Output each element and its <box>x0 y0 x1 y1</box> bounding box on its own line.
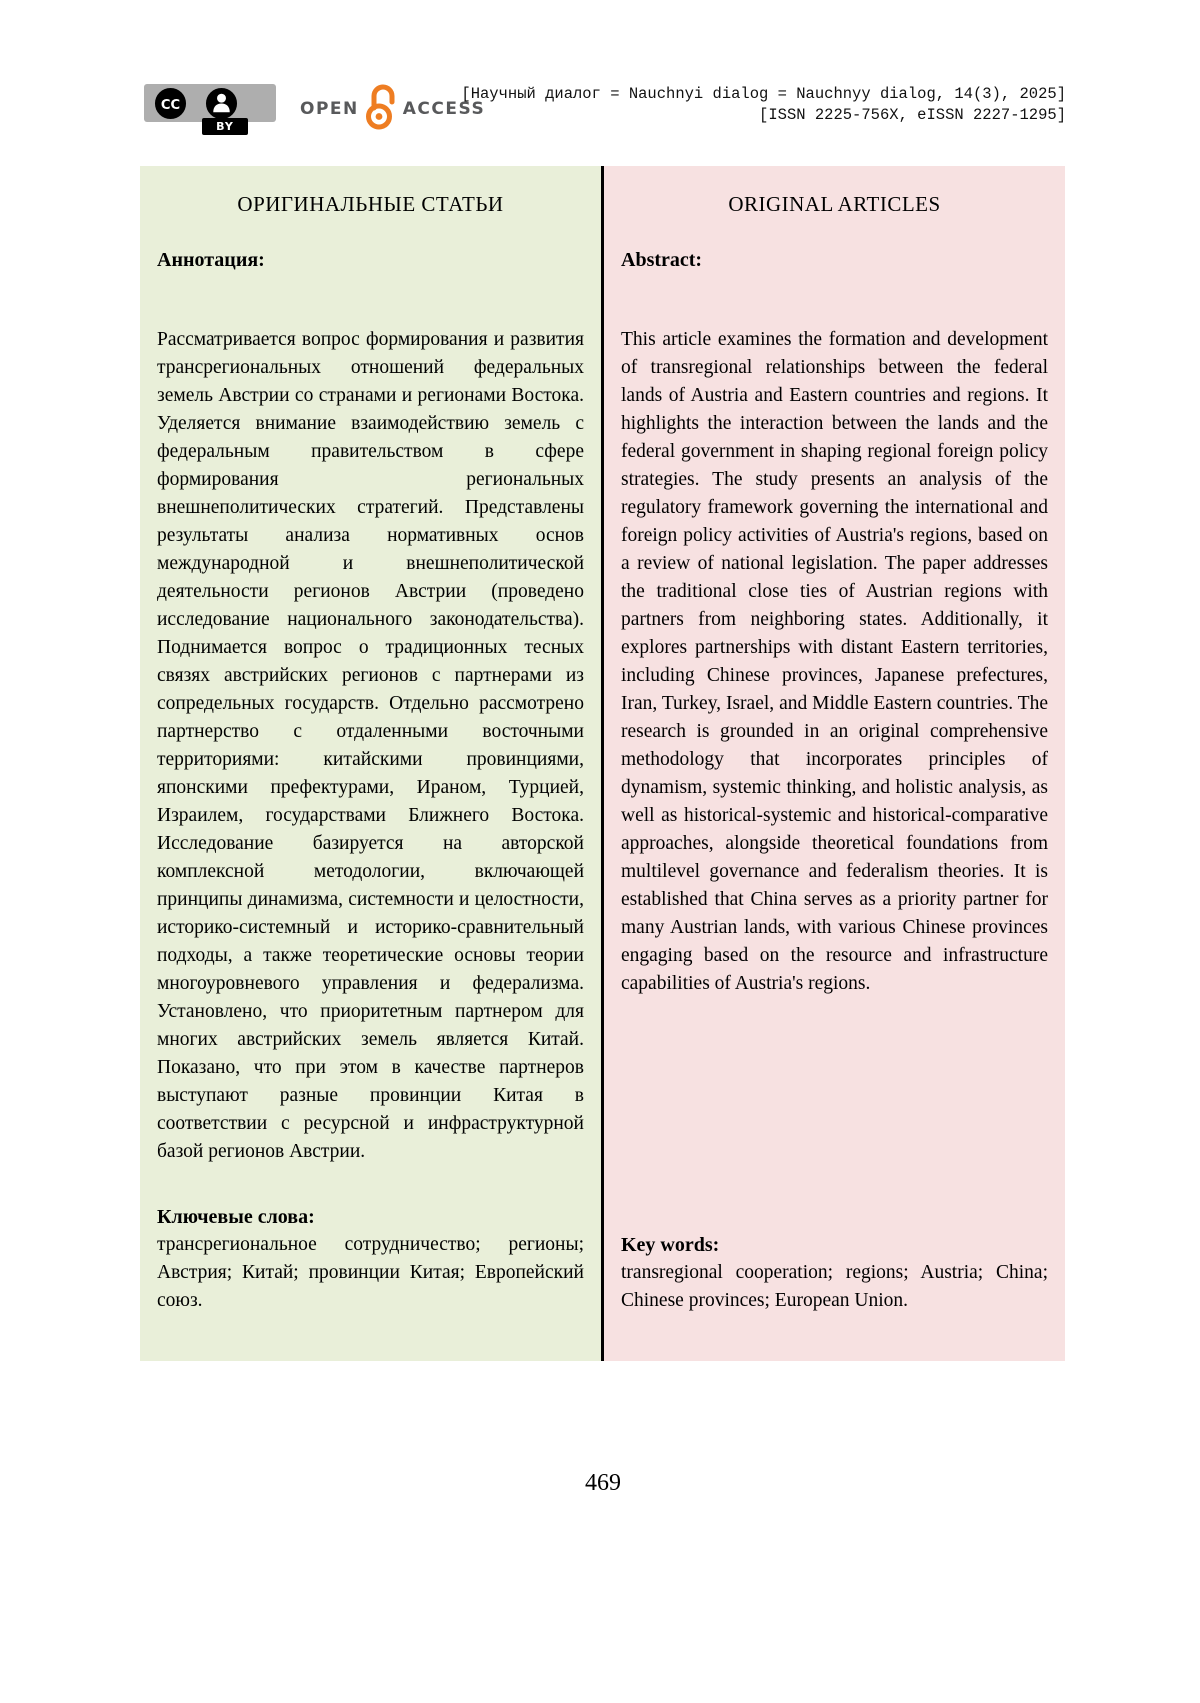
page-header <box>140 82 1066 142</box>
keywords-label-russian: Ключевые слова: <box>157 1206 315 1228</box>
section-title-english: ORIGINAL ARTICLES <box>728 192 941 216</box>
citation-line-2: [ISSN 2225-756X, eISSN 2227-1295] <box>759 106 1066 124</box>
open-lock-icon <box>366 84 396 130</box>
abstract-text-english: This article examines the formation and development of transregional relationships between the federal lands of Austria and Eastern countries and regions. It highlights the interaction between the lands and the federal government in shaping regional foreign policy strategies. The study presents an analysis of the regulatory framework governing the international and foreign policy activities of Austria's regions, based on a review of national legislation. The paper addresses the traditional close ties of Austrian regions with partners from neighboring states. Additionally, it explores partnerships with distant Eastern territories, including Chinese provinces, Japanese prefectures, Iran, Turkey, Israel, and Middle Eastern countries. The research is grounded in an original comprehensive methodology that incorporates principles of dynamism, systemic thinking, and holistic analysis, as well as historical-systemic and historical-comparative approaches, alongside theoretical foundations from multilevel governance and federalism theories. It is established that China serves as a priority partner for many Austrian lands, with various Chinese provinces engaging based on the resource and infrastructure capabilities of Austria's regions. <box>621 329 1048 994</box>
cc-by-label: BY <box>202 118 248 135</box>
page-number: 469 <box>585 1470 621 1496</box>
keywords-block-russian <box>157 1203 584 1361</box>
access-label: ACCESS <box>402 99 486 119</box>
abstract-columns <box>140 166 1066 1361</box>
keywords-label-english: Key words: <box>621 1234 720 1256</box>
keywords-block-english <box>621 1231 1048 1361</box>
russian-abstract-column <box>140 166 601 1361</box>
english-abstract-column <box>604 166 1065 1361</box>
abstract-label-russian: Аннотация: <box>157 249 265 271</box>
abstract-text-russian: Рассматривается вопрос формирования и развития трансрегиональных отношений федеральных земель Австрии со странами и регионами Востока. Уделяется внимание взаимодействию земель с федеральным правительством в сфере формирования региональных внешнеполитических стратегий. Представлены результаты анализа нормативных основ международной и внешнеполитической деятельности регионов Австрии (проведено исследование национального законодательства). Поднимается вопрос о традиционных тесных связях австрийских регионов с партнерами из сопредельных государств. Отдельно рассмотрено партнерство с отдаленными восточными территориями: китайскими провинциями, японскими префектурами, Ираном, Турцией, Израилем, государствами Ближнего Востока. Исследование базируется на авторской комплексной методологии, включающей принципы динамизма, системности и целостности, историко-системный и историко-сравнительный подходы, а также теоретические основы теории многоуровневого управления и федерализма. Установлено, что приоритетным партнером для многих австрийских земель является Китай. Показано, что при этом в качестве партнеров выступают разные провинции Китая в соответствии с ресурсной и инфраструктурной базой регионов Австрии. <box>157 329 584 1162</box>
keywords-text-russian: трансрегиональное сотрудничество; регионы; Австрия; Китай; провинции Китая; Европейский союз. <box>157 1234 584 1311</box>
keywords-text-english: transregional cooperation; regions; Austria; China; Chinese provinces; European Union. <box>621 1262 1048 1311</box>
cc-by-badge <box>144 84 276 136</box>
section-title-russian: ОРИГИНАЛЬНЫЕ СТАТЬИ <box>237 192 504 216</box>
journal-citation <box>461 84 1066 126</box>
person-icon <box>205 87 238 120</box>
open-access-logo <box>300 88 485 130</box>
svg-text:CC: CC <box>160 97 181 113</box>
abstract-label-english: Abstract: <box>621 249 703 271</box>
cc-icon <box>154 87 187 120</box>
citation-line-1: [Научный диалог = Nauchnyi dialog = Nauchnyy dialog, 14(3), 2025] <box>461 85 1066 103</box>
page-footer <box>140 1470 1066 1497</box>
cc-badge-plate <box>144 84 276 122</box>
open-label: OPEN <box>300 99 359 119</box>
